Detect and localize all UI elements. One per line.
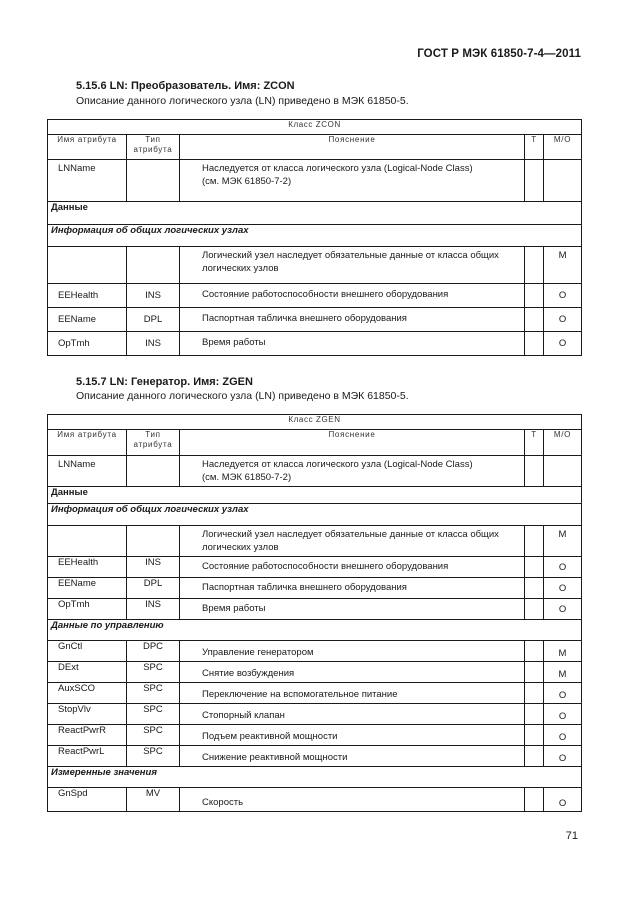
attribute-explanation: Стопорный клапан [180,704,525,725]
attribute-name: EEHealth [48,557,127,578]
explanation-line2: (см. МЭК 61850-7-2) [202,471,292,483]
attribute-name: LNName [48,456,127,487]
column-header-t: T [525,135,544,160]
attribute-name: OpTmh [48,332,127,356]
attribute-mo [544,456,582,487]
attribute-explanation: Паспортная табличка внешнего оборудования [180,578,525,599]
column-header-t: T [525,430,544,456]
group-row-measured [48,767,582,788]
attribute-name [48,526,127,557]
zgen-class-table [47,414,582,812]
table-row [48,788,582,812]
attribute-name: DExt [48,662,127,683]
attribute-explanation: Состояние работоспособности внешнего оборудования [180,284,525,308]
column-header-mo: М/О [544,135,582,160]
column-header-type [127,135,180,160]
attribute-name [48,247,127,284]
attribute-type [127,526,180,557]
column-header-mo: М/О [544,430,582,456]
table-row [48,284,582,308]
attribute-mo: М [544,526,582,557]
attribute-type [127,247,180,284]
attribute-name: EEHealth [48,284,127,308]
attribute-t [525,526,544,557]
group-label: Информация об общих логических узлах [48,504,582,526]
attribute-explanation [180,247,525,284]
attribute-name: ReactPwrR [48,725,127,746]
column-header-type-line2: атрибута [133,440,173,449]
attribute-type: SPC [127,704,180,725]
explanation-line1: Наследуется от класса логического узла (Logical-Node Class) [202,459,473,470]
column-header-explanation: Пояснение [180,135,525,160]
attribute-type: SPC [127,746,180,767]
column-header-type-line1: Тип [145,430,161,439]
attribute-type: INS [127,599,180,620]
attribute-mo: О [544,746,582,767]
group-label: Измеренные значения [48,767,582,788]
table-row-common-inherit [48,247,582,284]
table-row [48,578,582,599]
attribute-name: GnSpd [48,788,127,812]
class-row [48,415,582,430]
attribute-type: INS [127,557,180,578]
attribute-type: DPC [127,641,180,662]
section-description-zgen: Описание данного логического узла (LN) приведено в МЭК 61850-5. [76,390,409,402]
group-label: Данные по управлению [48,620,582,641]
attribute-mo: О [544,332,582,356]
attribute-type: SPC [127,725,180,746]
class-label: Класс ZGEN [48,415,582,430]
attribute-mo: О [544,557,582,578]
attribute-name: ReactPwrL [48,746,127,767]
attribute-explanation: Время работы [180,332,525,356]
group-row-data [48,202,582,225]
attribute-type: INS [127,332,180,356]
explanation-line1: Логический узел наследует обязательные данные от класса общих [202,250,499,261]
table-row [48,746,582,767]
attribute-t [525,456,544,487]
attribute-t [525,662,544,683]
explanation-line2: (см. МЭК 61850-7-2) [202,175,292,187]
attribute-explanation: Паспортная табличка внешнего оборудования [180,308,525,332]
section-title-zcon: 5.15.6 LN: Преобразователь. Имя: ZCON [76,80,295,92]
group-label: Данные [48,487,582,504]
attribute-type [127,456,180,487]
attribute-mo: М [544,662,582,683]
explanation-line2: логических узлов [202,541,279,553]
attribute-name: OpTmh [48,599,127,620]
attribute-t [525,641,544,662]
explanation-line1: Наследуется от класса логического узла (Logical-Node Class) [202,163,473,174]
section-title-zgen: 5.15.7 LN: Генератор. Имя: ZGEN [76,376,253,388]
attribute-explanation: Снижение реактивной мощности [180,746,525,767]
group-row-common [48,225,582,247]
table-row-common-inherit [48,526,582,557]
attribute-mo: О [544,788,582,812]
group-row-control [48,620,582,641]
column-header-explanation: Пояснение [180,430,525,456]
header-row [48,135,582,160]
attribute-t [525,704,544,725]
attribute-type: INS [127,284,180,308]
class-label: Класс ZCON [48,120,582,135]
attribute-mo: О [544,599,582,620]
attribute-t [525,284,544,308]
page-number: 71 [565,830,578,842]
attribute-explanation: Подъем реактивной мощности [180,725,525,746]
table-row [48,683,582,704]
attribute-t [525,308,544,332]
attribute-type [127,160,180,202]
table-row [48,662,582,683]
attribute-t [525,599,544,620]
document-header: ГОСТ Р МЭК 61850-7-4—2011 [417,48,581,60]
attribute-name: EEName [48,308,127,332]
column-header-type-line1: Тип [145,135,161,144]
attribute-mo: О [544,725,582,746]
class-row [48,120,582,135]
column-header-type-line2: атрибута [133,145,173,154]
explanation-line1: Логический узел наследует обязательные данные от класса общих [202,529,499,540]
column-header-name: Имя атрибута [48,430,127,456]
attribute-mo: М [544,247,582,284]
attribute-explanation: Управление генератором [180,641,525,662]
attribute-t [525,247,544,284]
group-row-data [48,487,582,504]
attribute-mo [544,160,582,202]
attribute-mo: О [544,704,582,725]
group-label: Данные [48,202,582,225]
group-row-common [48,504,582,526]
attribute-explanation [180,160,525,202]
attribute-name: LNName [48,160,127,202]
table-row [48,725,582,746]
attribute-explanation: Скорость [180,788,525,812]
attribute-explanation: Переключение на вспомогательное питание [180,683,525,704]
attribute-t [525,557,544,578]
attribute-mo: М [544,641,582,662]
table-row [48,557,582,578]
attribute-name: GnCtl [48,641,127,662]
table-row [48,641,582,662]
attribute-mo: О [544,284,582,308]
attribute-mo: О [544,578,582,599]
header-row [48,430,582,456]
table-row [48,308,582,332]
attribute-explanation [180,526,525,557]
attribute-explanation [180,456,525,487]
zcon-class-table [47,119,582,356]
attribute-type: DPL [127,578,180,599]
table-row-lnname [48,456,582,487]
explanation-line2: логических узлов [202,262,279,274]
group-label: Информация об общих логических узлах [48,225,582,247]
attribute-name: EEName [48,578,127,599]
attribute-t [525,332,544,356]
attribute-name: AuxSCO [48,683,127,704]
attribute-explanation: Время работы [180,599,525,620]
column-header-name: Имя атрибута [48,135,127,160]
table-row [48,332,582,356]
attribute-t [525,683,544,704]
attribute-t [525,725,544,746]
attribute-explanation: Снятие возбуждения [180,662,525,683]
table-row [48,704,582,725]
table-row [48,599,582,620]
column-header-type [127,430,180,456]
attribute-type: DPL [127,308,180,332]
attribute-explanation: Состояние работоспособности внешнего оборудования [180,557,525,578]
attribute-name: StopVlv [48,704,127,725]
section-description-zcon: Описание данного логического узла (LN) приведено в МЭК 61850-5. [76,95,409,107]
attribute-mo: О [544,683,582,704]
attribute-type: SPC [127,683,180,704]
attribute-type: SPC [127,662,180,683]
attribute-t [525,578,544,599]
table-row-lnname [48,160,582,202]
attribute-t [525,160,544,202]
attribute-t [525,746,544,767]
attribute-mo: О [544,308,582,332]
attribute-t [525,788,544,812]
attribute-type: MV [127,788,180,812]
